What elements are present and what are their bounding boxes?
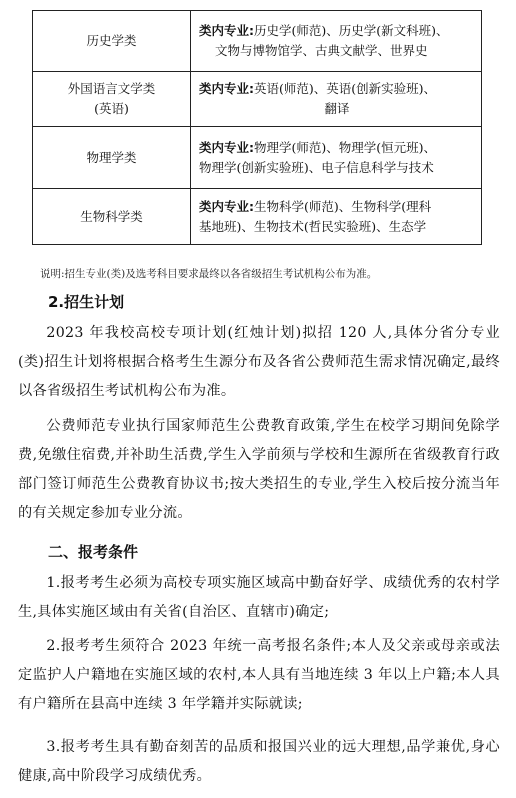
paragraph: 公费师范专业执行国家师范生公费教育政策,学生在校学习期间免除学费,免缴住宿费,并补助生活费,学生入学前须与学校和生源所在省级教育行政部门签订师范生公费教育协议书;按大类招生的专业,学生入校后按分流当年的有关规定参加专业分流。: [18, 418, 500, 521]
category-cell: [33, 189, 191, 245]
majors-line: 英语(师范)、英语(创新实验班)、: [254, 81, 437, 96]
paragraph: 1.报考考生必须为高校专项实施区域高中勤奋好学、成绩优秀的农村学生,具体实施区域由有关省(自治区、直辖市)确定;: [18, 575, 500, 620]
majors-tag: 类内专业:: [199, 81, 254, 96]
majors-tag: 类内专业:: [199, 198, 254, 214]
category-cell: [33, 11, 191, 72]
majors-table: [32, 10, 482, 245]
paragraph: 3.报考考生具有勤奋刻苦的品质和报国兴业的远大理想,品学兼优,身心健康,高中阶段学习成绩优秀。: [18, 739, 500, 784]
table-row: [33, 189, 482, 245]
category-name: 外国语言文学类: [67, 81, 156, 96]
category-name: 物理学类: [86, 149, 137, 165]
majors-line: 物理学(创新实验班)、电子信息科学与技术: [199, 159, 434, 175]
majors-cell: [191, 189, 482, 245]
majors-line: 物理学(师范)、物理学(恒元班)、: [254, 139, 437, 155]
table-row: [33, 127, 482, 189]
majors-cell: [191, 72, 482, 127]
table-note: 说明:招生专业(类)及选考科目要求最终以各省级招生考试机构公布为准。: [40, 268, 378, 280]
paragraph: 2023 年我校高校专项计划(红烛计划)拟招 120 人,具体分省分专业(类)招生计划将根据合格考生生源分布及各省公费师范生需求情况确定,最终以各省级招生考试机构公布为准。: [18, 325, 500, 399]
category-subname: (英语): [94, 101, 129, 116]
category-cell: [33, 127, 191, 189]
section-heading-eligibility: 二、报考条件: [48, 543, 139, 561]
majors-tag: 类内专业:: [199, 23, 254, 38]
category-name: 生物科学类: [80, 208, 143, 224]
section-heading-enrollment-plan: 2.招生计划: [48, 293, 125, 311]
majors-tag: 类内专业:: [199, 139, 254, 155]
paragraph: 2.报考考生须符合 2023 年统一高考报名条件;本人及父亲或母亲或法定监护人户籍地在实施区域的农村,本人具有当地连续 3 年以上户籍;本人具有户籍所在县高中连续 3 年学籍并实际就读;: [18, 638, 500, 712]
majors-cell: [191, 11, 482, 72]
majors-line: 翻译: [324, 101, 350, 116]
category-cell: [33, 72, 191, 127]
category-name: 历史学类: [86, 33, 137, 48]
majors-line: 生物科学(师范)、生物科学(理科: [254, 198, 432, 214]
majors-line: 文物与博物馆学、古典文献学、世界史: [215, 43, 428, 58]
table-row: [33, 72, 482, 127]
majors-line: 历史学(师范)、历史学(新文科班)、: [254, 23, 449, 38]
table-row: [33, 11, 482, 72]
majors-cell: [191, 127, 482, 189]
majors-line: 基地班)、生物技术(哲民实验班)、生态学: [199, 218, 427, 234]
